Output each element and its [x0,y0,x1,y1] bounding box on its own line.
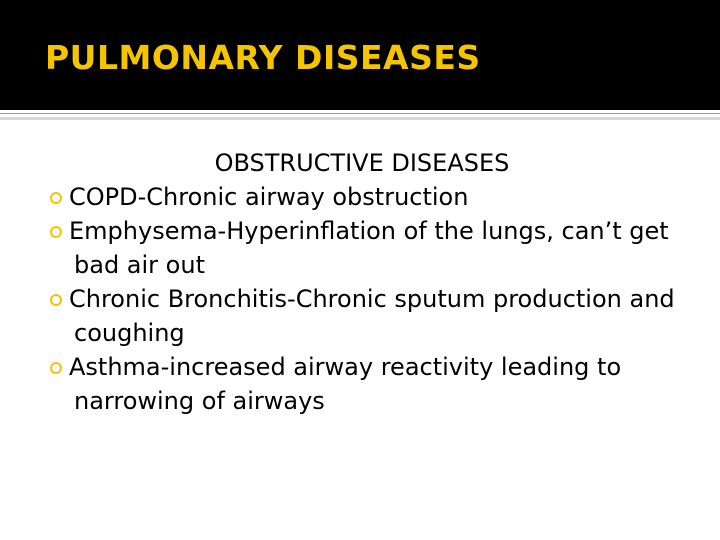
slide-title: PULMONARY DISEASES [45,38,481,77]
title-divider-line [0,113,720,114]
section-heading: OBSTRUCTIVE DISEASES [214,149,510,177]
bullet-text: Emphysema-Hyperinflation of the lungs, can’t get bad air out [69,217,669,279]
bullet-item [0,180,720,214]
circle-bullet-icon [50,294,62,306]
title-bar [0,0,720,110]
bullet-list [0,180,720,418]
circle-bullet-icon [50,192,62,204]
bullet-item [0,282,720,350]
slide-content [0,146,720,418]
bullet-text: Asthma-increased airway reactivity leading to narrowing of airways [69,353,622,415]
circle-bullet-icon [50,226,62,238]
circle-bullet-icon [50,362,62,374]
bullet-item [0,350,720,418]
bullet-text: COPD-Chronic airway obstruction [69,183,469,211]
title-divider-band [0,117,720,120]
bullet-item [0,214,720,282]
bullet-text: Chronic Bronchitis-Chronic sputum production and coughing [69,285,675,347]
